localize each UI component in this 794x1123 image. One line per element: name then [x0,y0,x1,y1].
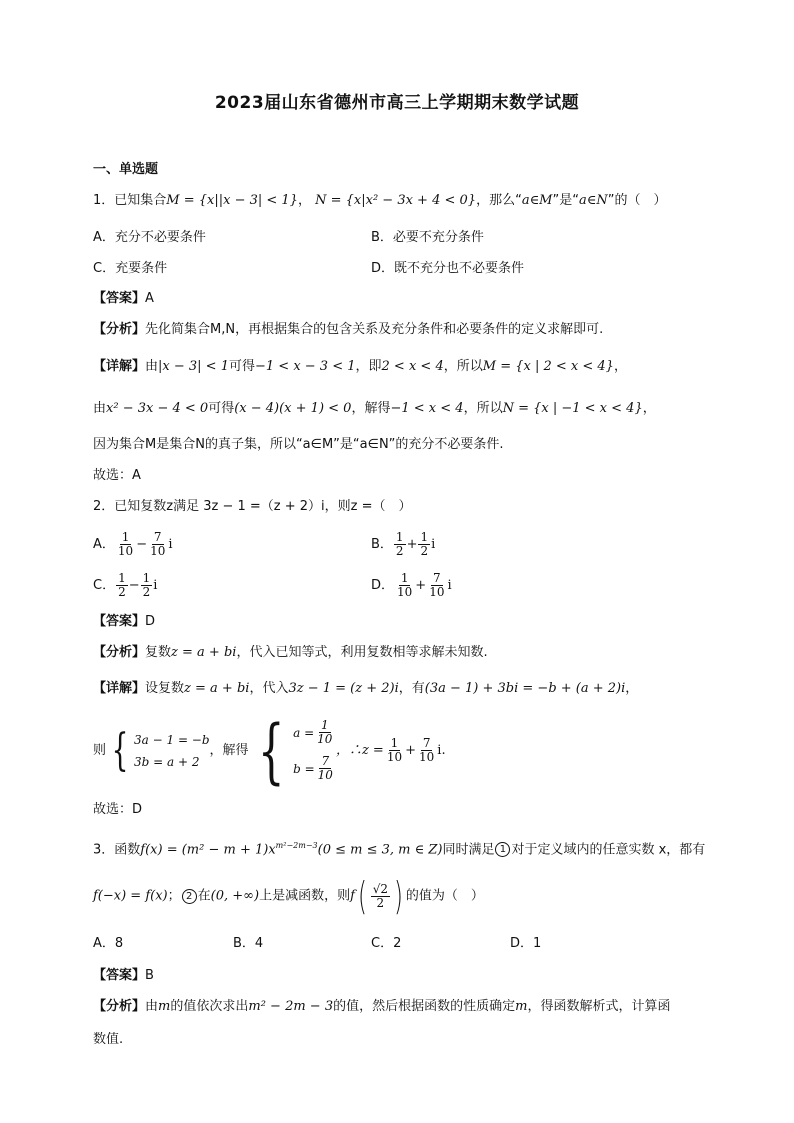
answer-tag: 【答案】 [93,291,146,306]
math: m [158,999,171,1014]
analysis-tag: 【分析】 [93,322,146,337]
answer-tag: 【答案】 [93,968,146,983]
sign: − [136,537,148,552]
math: |x − 3| < 1 [158,359,229,374]
left-brace: { [111,724,129,776]
q1-set-n: N = {x|x² − 3x + 4 < 0} [315,193,477,208]
fraction [141,572,153,599]
denominator: 10 [419,750,435,764]
q1-stem-text2: ，那么“ [476,193,522,208]
option-label: D． [371,578,395,593]
q2-detail-line2 [93,709,446,792]
text: ， [613,359,627,374]
q1-detail-line3: 因为集合M是集合N的真子集，所以“a∈M”是“a∈N”的充分不必要条件. [93,437,504,452]
detail-tag: 【详解】 [93,681,146,696]
solution-system [293,715,336,787]
math: −1 < x − 3 < 1 [255,359,356,374]
q1-choice: 故选：A [93,468,141,483]
text: ，所以 [463,401,503,416]
fraction [394,531,406,558]
imag-unit: i. [437,743,446,758]
math: m [515,999,528,1014]
numerator: √2 [372,881,388,896]
fraction [427,572,446,599]
denominator: 10 [317,732,333,746]
fraction [148,531,167,558]
fraction [116,572,128,599]
math: x² − 3x − 4 < 0 [106,401,209,416]
text: ，即 [355,359,382,374]
numerator: 1 [118,571,126,585]
math: N = {x | −1 < x < 4} [502,401,643,416]
text: 由 [145,999,159,1014]
left-brace: { [257,709,285,792]
fraction [116,531,135,558]
text: 对于定义域内的任意实数 x，都有 [511,842,706,858]
text: 在 [197,888,211,904]
q1-stem-text3: ”是“ [552,193,579,208]
q1-option-a: A．充分不必要条件 [93,230,206,245]
q3-answer [93,966,154,986]
circled-number: 1 [495,842,510,857]
q2-answer [93,612,155,632]
math: f(−x) = f(x) [93,888,168,904]
math: f(x) = (m² − m + 1)x [140,842,276,858]
text: ，解得 [209,743,249,758]
numerator: 1 [400,571,409,585]
q2-option-a [93,531,173,558]
text: ， [625,681,639,696]
text: 的值依次求出 [170,999,249,1014]
text: ，代入已知等式，利用复数相等求解未知数. [236,645,488,660]
fraction [385,737,404,764]
equation-system [134,729,210,773]
denominator: 10 [429,585,445,599]
close-paren: ) [393,874,403,918]
equation-row: 3a − 1 = −b [134,732,210,747]
answer-tag: 【答案】 [93,614,146,629]
q1-detail-line2 [93,399,656,419]
q1-a-in-n: a∈N [578,193,608,208]
numerator: 7 [153,530,162,544]
denominator: 10 [117,544,134,558]
q1-stem [93,191,666,211]
fraction [315,719,334,746]
sign: + [415,578,427,593]
sign: + [405,743,417,758]
detail-tag: 【详解】 [93,359,146,374]
numerator: 1 [320,718,329,732]
q1-option-b: B．必要不充分条件 [371,230,484,245]
q3-analysis [93,997,670,1017]
denominator: 10 [150,544,166,558]
q1-set-m: M = {x||x − 3| < 1} [166,193,298,208]
q3-option-c: C．2 [371,936,402,951]
math: (x − 4)(x + 1) < 0 [234,401,352,416]
option-label: A． [93,537,115,552]
text: 上是减函数，则 [259,888,351,904]
denominator: 10 [317,768,333,782]
exponent: m²−2m−3 [275,841,318,850]
text: 的值为（ ） [405,888,484,904]
q2-stem: 2．已知复数z满足 3z − 1 =（z + 2）i，则z =（ ） [93,499,412,514]
numerator: 7 [433,571,441,585]
text: 可得 [228,359,255,374]
text: 3．函数 [93,842,141,858]
math: b = [293,761,315,776]
numerator: 1 [395,530,404,544]
q3-analysis-line2: 数值. [93,1032,124,1047]
math: (3a − 1) + 3bi = −b + (a + 2)i [424,681,626,696]
text: 由 [93,401,107,416]
q2-choice: 故选：D [93,802,143,817]
math: 2 < x < 4 [381,359,444,374]
q1-answer [93,289,154,309]
option-label: B． [371,537,393,552]
option-label: C． [93,578,116,593]
q1-stem-sep: ， [297,193,311,208]
q2-option-d [371,572,452,599]
fraction [316,755,335,782]
text: ，代入 [249,681,289,696]
math: −1 < x < 4 [390,401,464,416]
fraction [395,572,414,599]
imag-unit: i [431,537,436,552]
numerator: 7 [321,754,330,768]
denominator: 10 [397,585,413,599]
fraction [417,737,436,764]
imag-unit: i [153,578,158,593]
text: ； [167,888,181,904]
text: 的值，然后根据函数的性质确定 [333,999,516,1014]
denominator: 2 [376,895,385,910]
text: ，解得 [351,401,391,416]
page-title: 2023届山东省德州市高三上学期期末数学试题 [214,93,580,113]
numerator: 1 [121,530,130,544]
q1-stem-text: 1．已知集合 [93,193,167,208]
text: ， [642,401,656,416]
math: f [350,888,355,904]
math: z = a + bi [184,681,250,696]
q3-option-d: D．1 [510,936,542,951]
q1-analysis-text: 先化简集合M,N，再根据集合的包含关系及充分条件和必要条件的定义求解即可. [145,322,604,337]
q3-option-b: B．4 [233,936,264,951]
denominator: 2 [142,585,151,599]
q2-analysis [93,643,488,663]
section-heading: 一、单选题 [93,162,159,177]
q1-analysis [93,320,603,340]
text: ，有 [398,681,425,696]
denominator: 2 [395,544,404,558]
math: (0, +∞) [210,888,260,904]
text: ，得函数解析式，计算函 [527,999,671,1014]
text: 可得 [208,401,235,416]
q1-answer-value: A [145,291,154,306]
math: M = {x | 2 < x < 4} [482,359,614,374]
q2-answer-value: D [145,614,156,629]
fraction [418,531,430,558]
q1-detail-line1 [93,357,627,377]
text: 同时满足 [442,842,495,858]
q1-option-d: D．既不充分也不必要条件 [371,261,525,276]
analysis-tag: 【分析】 [93,999,146,1014]
q3-stem-line2 [93,876,484,916]
q3-stem [93,836,705,860]
numerator: 7 [422,736,431,750]
numerator: 1 [390,736,399,750]
q2-option-b [371,531,435,558]
math: (0 ≤ m ≤ 3, m ∈ Z) [317,842,443,858]
q1-a-in-m: a∈M [521,193,553,208]
q3-answer-value: B [145,968,154,983]
equation-row: 3b = a + 2 [134,754,200,769]
numerator: 1 [420,530,429,544]
math: ，∴z = [335,743,384,758]
q3-option-a: A．8 [93,936,124,951]
solution-row [293,751,336,787]
denominator: 10 [386,750,403,764]
q2-detail-line1 [93,679,638,699]
q1-option-c: C．充要条件 [93,261,168,276]
text: 设复数 [145,681,185,696]
math: m² − 2m − 3 [248,999,334,1014]
sign: − [128,578,140,593]
text: 则 [93,743,107,758]
denominator: 2 [118,585,126,599]
math: z = a + bi [171,645,237,660]
text: 由 [145,359,159,374]
math: 3z − 1 = (z + 2)i [288,681,399,696]
sign: + [406,537,418,552]
text: 复数 [145,645,172,660]
fraction [371,883,390,910]
math: a = [293,725,315,740]
open-paren: ( [357,874,367,918]
imag-unit: i [447,578,452,593]
denominator: 2 [420,544,429,558]
numerator: 1 [142,571,151,585]
q1-stem-text4: ”的（ ） [607,193,667,208]
analysis-tag: 【分析】 [93,645,146,660]
circled-number: 2 [182,889,197,904]
imag-unit: i [168,537,173,552]
q2-option-c [93,572,157,599]
text: ，所以 [443,359,483,374]
